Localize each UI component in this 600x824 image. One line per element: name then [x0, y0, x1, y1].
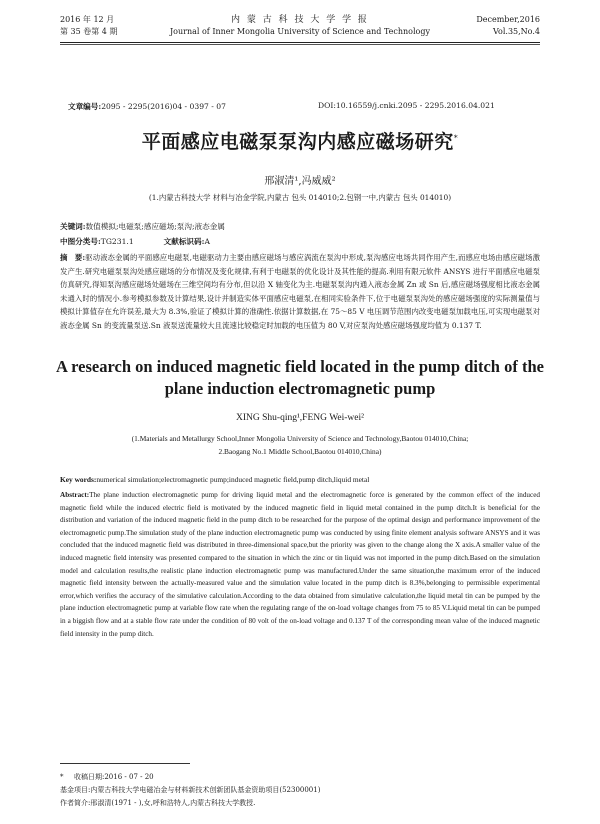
affiliation-en: [80, 432, 520, 458]
header-date-en: December,2016: [476, 15, 540, 24]
title-en: A research on induced magnetic field located in the pump ditch of the plane induction electromagnetic pump: [56, 357, 544, 398]
authors-cn: 邢淑清¹,冯威威²: [264, 176, 336, 187]
class-number-label: 中图分类号:: [60, 237, 101, 246]
footnote-fund: 基金项目:内蒙古科技大学电磁冶金与材料新技术创新团队基金资助项目(52300001): [60, 786, 321, 794]
abstract-cn: [60, 251, 540, 333]
authors-en: XING Shu-qing¹,FENG Wei-wei²: [236, 413, 364, 423]
doc-code-label: 文献标识码:: [163, 237, 205, 246]
header-issue-en: [476, 14, 540, 38]
header-journal-name-cn: 内 蒙 古 科 技 大 学 学 报: [231, 15, 369, 25]
keywords-cn: [60, 221, 540, 232]
header-volume-cn: 第 35 卷第 4 期: [60, 27, 118, 36]
footnote-received: [60, 771, 540, 784]
footnotes: [60, 771, 540, 810]
affiliation-en-line2: 2.Baogang No.1 Middle School,Baotou 014010,China): [218, 447, 382, 456]
footnote-received-text: 收稿日期:2016 - 07 - 20: [74, 773, 154, 781]
footnote-star: *: [60, 773, 64, 781]
keywords-en-text: numerical simulation;electromagnetic pump;induced magnetic field,pump ditch,liquid metal: [96, 475, 370, 484]
keywords-cn-text: 数值模拟;电磁泵;感应磁场;泵沟;液态金属: [85, 222, 225, 231]
abstract-en-label: Abstract:: [60, 491, 90, 499]
affiliation-cn: (1.内蒙古科技大学 材料与冶金学院,内蒙古 包头 014010;2.包钢一中,内蒙古 包头 014010): [148, 193, 452, 202]
abstract-en-text: The plane induction electromagnetic pump for driving liquid metal and the electromagnetic force is generated by the common effect of the induced magnetic field while the induced electric field is motivated by the induced magnetic field in liquid metal contained in the pump ditch.It is beneficial for the distribution and variation of the induced magnetic field in the pump ditch to be researched for the purpose of the optimal design and performance improvement of the electromagnetic pump.The simulation study of the plane induction electromagnetic pump was conducted by using finite element analysis software ANSYS and it was concluded that the induced magnetic field was distributed in three-dimensional space,but the priority was given to the change along the X axis.A smaller value of the induced magnetic field intensity was presented compared to the situation in which the zinc or tin liquid was not imported in the pump ditch.Based on the simulation model and calculation results,the realistic plane induction electromagnetic pump was manufactured.Under the same situation,the maximum error of the induced magnetic field intensity between the actually-measured value and the simulation value located in the pump ditch is 8.3%,belonging to permissible experimental error,which verifies the accuracy of the simulative calculation.According to the data obtained from simulative calculation,the liquid metal tin can be pumped by the plane induction electromagnetic pump at variable flow rate when the regulating range of the on-load voltage changes from 75 to 85 V.Liquid metal tin can be pumped in a biggish flow and at a stable flow rate under the condition of 80 volt of the on-load voltage and 0.137 T of the corresponding mean value of the induced magnetic field intensity in the pump ditch.: [60, 491, 540, 638]
header-journal-name-en: Journal of Inner Mongolia University of Science and Technology: [169, 27, 431, 36]
title-footnote-mark: *: [453, 133, 459, 143]
running-header: [60, 14, 540, 58]
abstract-en: [60, 489, 540, 640]
title-cn-text: 平面感应电磁泵泵沟内感应磁场研究: [141, 131, 454, 153]
header-rule: [60, 42, 540, 43]
keywords-en: [60, 475, 540, 484]
doc-code-value: A: [204, 237, 210, 246]
article-number-label: 文章编号:: [68, 102, 102, 111]
article-number: [68, 101, 226, 112]
header-rule-thin: [60, 44, 540, 45]
keywords-cn-label: 关键词:: [60, 222, 86, 231]
abstract-cn-label: 摘 要:: [60, 253, 86, 262]
keywords-en-label: Key words:: [60, 475, 97, 484]
header-journal-name: [60, 14, 540, 38]
footnote-author: 作者简介:邢淑清(1971 - ),女,呼和浩特人,内蒙古科技大学教授.: [60, 799, 256, 807]
header-date-cn: 2016 年 12 月: [60, 15, 115, 24]
classification-cn: [60, 236, 540, 247]
article-doi: DOI:10.16559/j.cnki.2095 - 2295.2016.04.021: [318, 101, 495, 110]
abstract-cn-text: 驱动液态金属的平面感应电磁泵,电磁驱动力主要由感应磁场与感应涡流在泵沟中形成,泵沟感应电场共同作用产生,而感应电场由感应磁场激发产生.研究电磁泵泵沟处感应磁场的分布情况及变化规律,有利于电磁泵的优化设计及其性能的提高.利用有限元软件 ANSYS 进行平面感应电磁泵仿真研究,得知泵沟感应磁场处磁场在三维空间均有分布,但以沿 X 轴变化为主.电磁泵泵沟内通入液态金属 Zn 或 Sn 后,感应磁场强度相比液态金属未通入时的情况小.参考模拟参数及计算结果,设计并制造实体平面感应电磁泵,在相同实验条件下,位于电磁泵泵沟处的感应磁场强度的实际测量值与模拟计算值存在允许误差,最大为 8.3%,验证了模拟计算的准确性.依据计算数据,在 75～85 V 电压调节范围内改变电磁泵加载电压,可实现电磁泵对液态金属 Sn 的变流量泵送.Sn 液泵送流量较大且流速比较稳定时加载的电压值为 80 V,对应泵沟处感应磁场强度均值为 0.137 T.: [60, 253, 540, 330]
title-cn: [0, 127, 600, 154]
header-volume-en: Vol.35,No.4: [493, 27, 540, 36]
class-number-value: TG231.1: [100, 237, 134, 246]
affiliation-en-line1: (1.Materials and Metallurgy School,Inner Mongolia University of Science and Technology,Baotou 014010,China;: [131, 434, 469, 443]
article-number-value: 2095 - 2295(2016)04 - 0397 - 07: [101, 102, 226, 111]
footnote-rule: [60, 763, 190, 764]
